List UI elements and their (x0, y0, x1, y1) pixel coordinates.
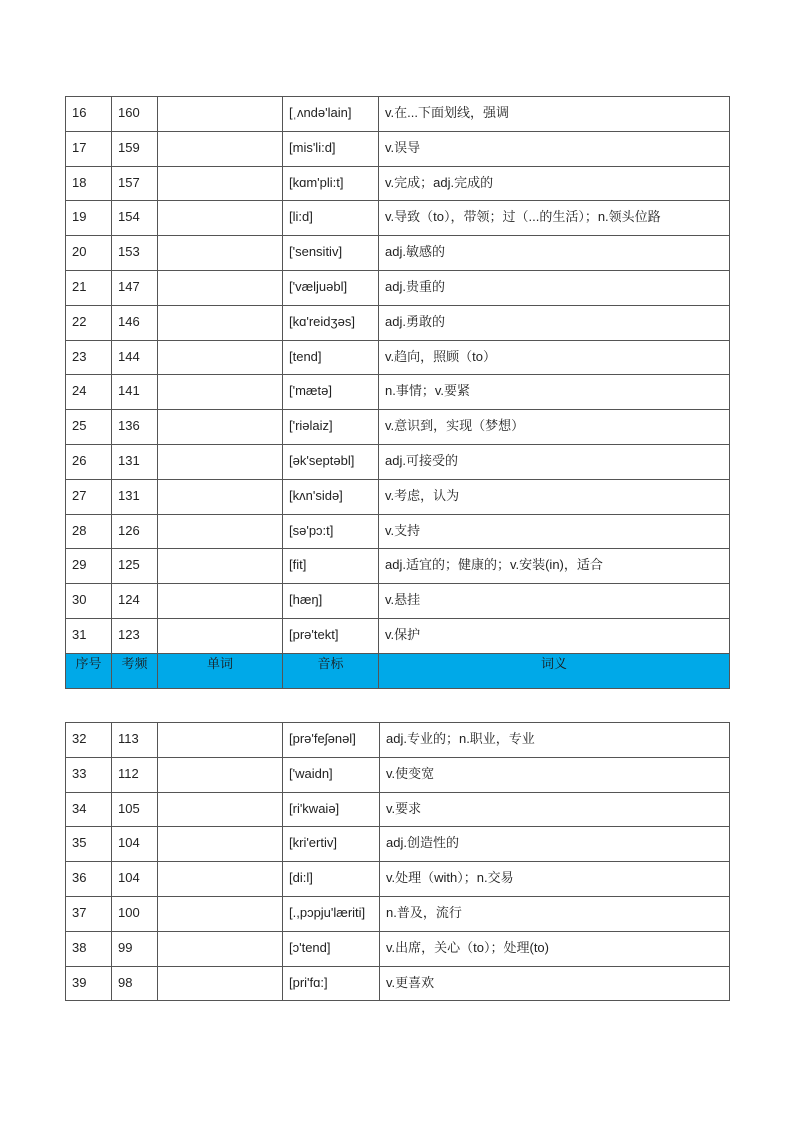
frequency-cell: 126 (112, 514, 158, 549)
table-row (66, 757, 730, 792)
meaning-cell: v.支持 (379, 514, 730, 549)
frequency-cell: 159 (112, 131, 158, 166)
table-row (66, 827, 730, 862)
index-cell: 16 (66, 97, 112, 132)
phonetic-cell: [fit] (283, 549, 379, 584)
frequency-cell: 154 (112, 201, 158, 236)
index-cell: 24 (66, 375, 112, 410)
word-cell (158, 514, 283, 549)
index-cell: 18 (66, 166, 112, 201)
vocab-table-1 (65, 96, 730, 689)
table-row (66, 584, 730, 619)
index-cell: 38 (66, 931, 112, 966)
table-row (66, 723, 730, 758)
index-cell: 30 (66, 584, 112, 619)
frequency-cell: 125 (112, 549, 158, 584)
table-row (66, 131, 730, 166)
phonetic-cell: [di:l] (283, 862, 380, 897)
index-cell: 39 (66, 966, 112, 1001)
frequency-cell: 105 (112, 792, 158, 827)
phonetic-cell: [kɑm'pli:t] (283, 166, 379, 201)
meaning-cell: adj.适宜的；健康的；v.安装(in)，适合 (379, 549, 730, 584)
meaning-cell: v.误导 (379, 131, 730, 166)
table-row (66, 862, 730, 897)
meaning-cell: adj.敏感的 (379, 236, 730, 271)
word-cell (158, 618, 283, 653)
word-cell (158, 479, 283, 514)
word-cell (158, 410, 283, 445)
word-cell (158, 97, 283, 132)
index-cell: 33 (66, 757, 112, 792)
word-cell (158, 201, 283, 236)
phonetic-cell: [ˌʌndə'lain] (283, 97, 379, 132)
phonetic-cell: ['sensitiv] (283, 236, 379, 271)
table-row (66, 410, 730, 445)
frequency-cell: 104 (112, 827, 158, 862)
phonetic-cell: [tend] (283, 340, 379, 375)
index-cell: 36 (66, 862, 112, 897)
table-row (66, 305, 730, 340)
word-cell (158, 236, 283, 271)
frequency-cell: 112 (112, 757, 158, 792)
phonetic-cell: [kri'ertiv] (283, 827, 380, 862)
frequency-cell: 99 (112, 931, 158, 966)
frequency-cell: 131 (112, 444, 158, 479)
table-row (66, 444, 730, 479)
word-cell (158, 757, 283, 792)
index-cell: 31 (66, 618, 112, 653)
word-cell (158, 270, 283, 305)
meaning-cell: v.出席，关心（to）；处理(to) (380, 931, 730, 966)
phonetic-cell: [pri'fɑ:] (283, 966, 380, 1001)
word-cell (158, 862, 283, 897)
frequency-cell: 147 (112, 270, 158, 305)
frequency-cell: 123 (112, 618, 158, 653)
word-cell (158, 375, 283, 410)
phonetic-cell: [ri'kwaiə] (283, 792, 380, 827)
index-cell: 23 (66, 340, 112, 375)
phonetic-cell: [prə'tekt] (283, 618, 379, 653)
vocab-table-2 (65, 722, 730, 1001)
phonetic-cell: [ɔ'tend] (283, 931, 380, 966)
frequency-cell: 131 (112, 479, 158, 514)
phonetic-cell: [hæŋ] (283, 584, 379, 619)
phonetic-cell: ['væljuəbl] (283, 270, 379, 305)
word-cell (158, 444, 283, 479)
frequency-cell: 136 (112, 410, 158, 445)
table-row (66, 375, 730, 410)
table-row (66, 479, 730, 514)
table-row (66, 236, 730, 271)
meaning-cell: v.保护 (379, 618, 730, 653)
index-cell: 35 (66, 827, 112, 862)
index-cell: 28 (66, 514, 112, 549)
word-cell (158, 931, 283, 966)
table-row (66, 201, 730, 236)
word-cell (158, 966, 283, 1001)
word-cell (158, 723, 283, 758)
table-row (66, 340, 730, 375)
phonetic-cell: [sə'pɔ:t] (283, 514, 379, 549)
index-cell: 25 (66, 410, 112, 445)
word-cell (158, 166, 283, 201)
frequency-cell: 153 (112, 236, 158, 271)
meaning-cell: v.在...下面划线，强调 (379, 97, 730, 132)
frequency-cell: 100 (112, 896, 158, 931)
index-cell: 37 (66, 896, 112, 931)
table-row (66, 618, 730, 653)
header-phonetic: 音标 (283, 653, 379, 688)
index-cell: 19 (66, 201, 112, 236)
table-row (66, 931, 730, 966)
frequency-cell: 98 (112, 966, 158, 1001)
index-cell: 20 (66, 236, 112, 271)
meaning-cell: n.事情；v.要紧 (379, 375, 730, 410)
phonetic-cell: [kɑ'reidʒəs] (283, 305, 379, 340)
table-row (66, 166, 730, 201)
frequency-cell: 157 (112, 166, 158, 201)
word-cell (158, 584, 283, 619)
index-cell: 32 (66, 723, 112, 758)
meaning-cell: adj.勇敢的 (379, 305, 730, 340)
meaning-cell: v.要求 (380, 792, 730, 827)
phonetic-cell: ['riəlaiz] (283, 410, 379, 445)
meaning-cell: adj.可接受的 (379, 444, 730, 479)
word-cell (158, 340, 283, 375)
index-cell: 22 (66, 305, 112, 340)
meaning-cell: v.趋向，照顾（to） (379, 340, 730, 375)
word-cell (158, 896, 283, 931)
phonetic-cell: ['waidn] (283, 757, 380, 792)
header-word: 单词 (158, 653, 283, 688)
frequency-cell: 104 (112, 862, 158, 897)
meaning-cell: v.导致（to），带领；过（...的生活）；n.领头位路 (379, 201, 730, 236)
index-cell: 27 (66, 479, 112, 514)
meaning-cell: v.完成；adj.完成的 (379, 166, 730, 201)
meaning-cell: adj.创造性的 (380, 827, 730, 862)
meaning-cell: adj.贵重的 (379, 270, 730, 305)
meaning-cell: v.处理（with）；n.交易 (380, 862, 730, 897)
phonetic-cell: [prə'feʃənəl] (283, 723, 380, 758)
meaning-cell: v.考虑，认为 (379, 479, 730, 514)
index-cell: 21 (66, 270, 112, 305)
index-cell: 26 (66, 444, 112, 479)
frequency-cell: 124 (112, 584, 158, 619)
table-row (66, 549, 730, 584)
word-cell (158, 131, 283, 166)
phonetic-cell: ['mætə] (283, 375, 379, 410)
meaning-cell: v.悬挂 (379, 584, 730, 619)
meaning-cell: v.意识到，实现（梦想） (379, 410, 730, 445)
table-header-row (66, 653, 730, 688)
meaning-cell: n.普及，流行 (380, 896, 730, 931)
index-cell: 17 (66, 131, 112, 166)
index-cell: 29 (66, 549, 112, 584)
phonetic-cell: [kʌn'sidə] (283, 479, 379, 514)
frequency-cell: 146 (112, 305, 158, 340)
table-row (66, 97, 730, 132)
word-cell (158, 827, 283, 862)
phonetic-cell: [mis'li:d] (283, 131, 379, 166)
frequency-cell: 160 (112, 97, 158, 132)
table-row (66, 896, 730, 931)
header-frequency: 考频 (112, 653, 158, 688)
meaning-cell: adj.专业的；n.职业，专业 (380, 723, 730, 758)
header-index: 序号 (66, 653, 112, 688)
frequency-cell: 141 (112, 375, 158, 410)
table-row (66, 966, 730, 1001)
meaning-cell: v.更喜欢 (380, 966, 730, 1001)
word-cell (158, 792, 283, 827)
phonetic-cell: [.,pɔpju'læriti] (283, 896, 380, 931)
index-cell: 34 (66, 792, 112, 827)
table-row (66, 792, 730, 827)
meaning-cell: v.使变宽 (380, 757, 730, 792)
phonetic-cell: [ək'septəbl] (283, 444, 379, 479)
frequency-cell: 144 (112, 340, 158, 375)
frequency-cell: 113 (112, 723, 158, 758)
header-meaning: 词义 (379, 653, 730, 688)
table-row (66, 514, 730, 549)
table-row (66, 270, 730, 305)
phonetic-cell: [li:d] (283, 201, 379, 236)
word-cell (158, 549, 283, 584)
word-cell (158, 305, 283, 340)
